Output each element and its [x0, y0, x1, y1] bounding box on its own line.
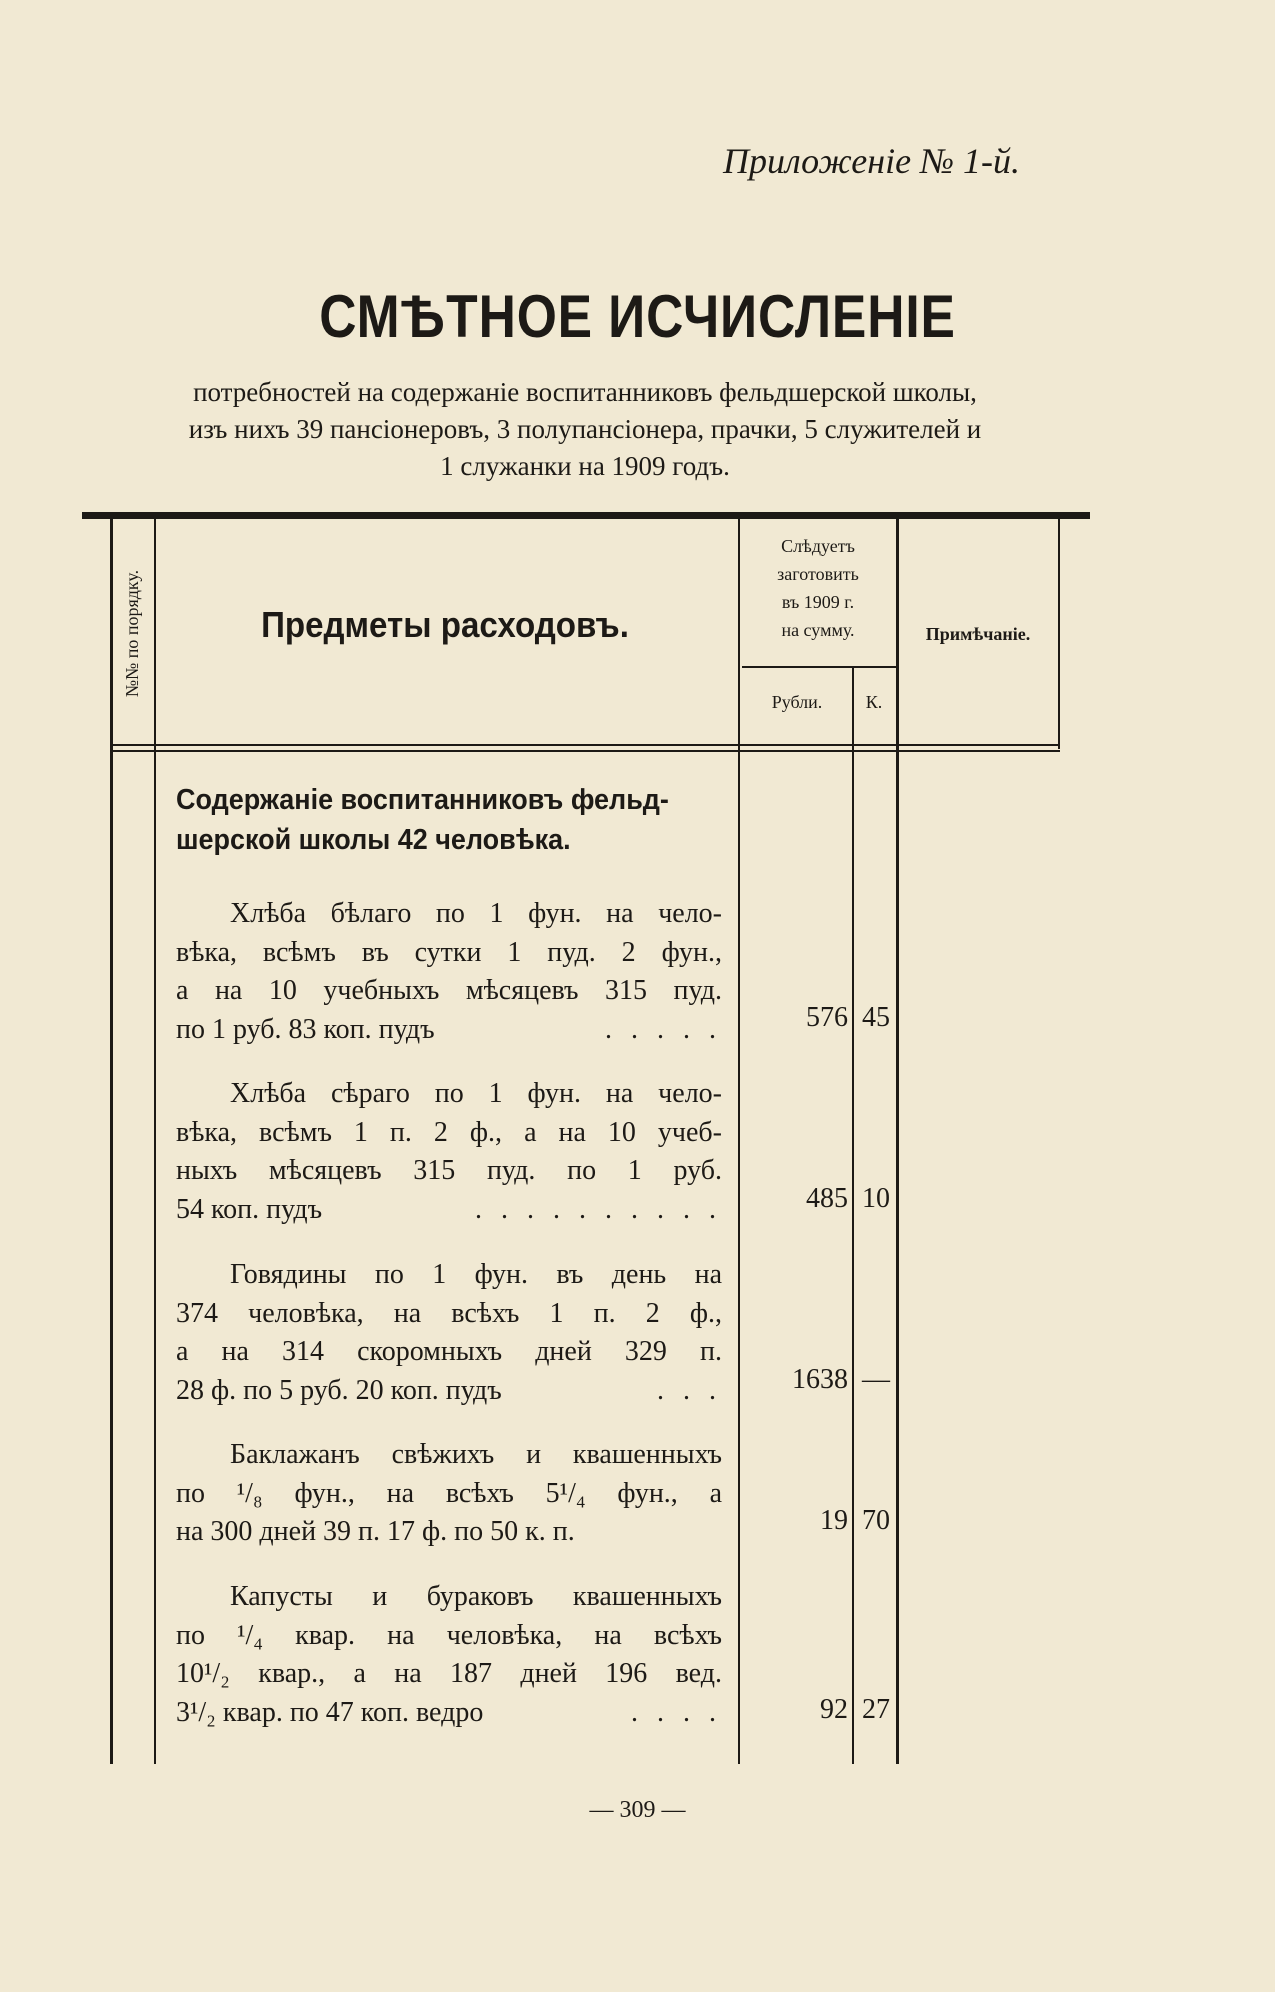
- table-top-rule: [82, 512, 1090, 519]
- entry-line: по ¹/₈ фун., на всѣхъ 5¹/₄ фун., а: [176, 1477, 722, 1509]
- sum-column-divider: [896, 519, 899, 1764]
- column-header-number: №№ по порядку.: [122, 569, 143, 697]
- table-row: [176, 1578, 722, 1732]
- column-header-rubles: Рубли.: [771, 692, 823, 712]
- entry-line: вѣка, всѣмъ въ сутки 1 пуд. 2 фун.,: [176, 936, 722, 968]
- entry-line: 374 человѣка, на всѣхъ 1 п. 2 ф.,: [176, 1297, 722, 1329]
- amount-rubles: 576: [806, 1002, 848, 1033]
- amount-rubles: 92: [820, 1694, 848, 1725]
- header-bottom-rule: [110, 744, 1060, 746]
- items-column-divider: [738, 519, 740, 1764]
- amount-kopecks: 27: [862, 1694, 890, 1725]
- column-header-items: Предметы расходовъ.: [261, 604, 629, 645]
- document-subtitle: [80, 374, 1090, 485]
- amount-rubles: 485: [806, 1183, 848, 1214]
- entry-line: ныхъ мѣсяцевъ 315 пуд. по 1 руб.: [176, 1155, 722, 1186]
- entry-line: 28 ф. по 5 руб. 20 коп. пудъ . . .: [176, 1374, 722, 1406]
- entry-line: по 1 руб. 83 коп. пудъ . . . . .: [176, 1013, 722, 1045]
- entry-line: по ¹/₄ квар. на человѣка, на всѣхъ: [176, 1619, 722, 1651]
- due-header-line: на сумму.: [781, 620, 855, 640]
- number-column-divider: [154, 519, 156, 1764]
- header-bottom-rule: [110, 750, 1060, 752]
- table-row: [176, 1436, 722, 1552]
- amount-kopecks: 70: [862, 1505, 890, 1536]
- sum-header-divider: [742, 666, 896, 668]
- entry-line: Хлѣба сѣраго по 1 фун. на чело-: [230, 1078, 722, 1109]
- subtitle-line: потребностей на содержанiе воспитанниковъ фельдшерской школы,: [193, 377, 977, 407]
- section-title-line: Содержанiе воспитанниковъ фельд-: [176, 784, 669, 816]
- rubles-kopecks-divider: [852, 668, 854, 1764]
- entry-line: Говядины по 1 фун. въ день на: [230, 1259, 722, 1290]
- entry-line: 10¹/₂ квар., а на 187 дней 196 вед.: [176, 1658, 722, 1689]
- column-header-due: [742, 532, 894, 644]
- entry-line: Хлѣба бѣлаго по 1 фун. на чело-: [230, 898, 722, 929]
- table-row: [176, 1256, 722, 1410]
- entry-line: 54 коп. пудъ . . . . . . . . . .: [176, 1193, 722, 1225]
- entry-line: на 300 дней 39 п. 17 ф. по 50 к. п.: [176, 1516, 575, 1547]
- section-title-line: шерской школы 42 человѣка.: [176, 824, 571, 856]
- entry-line: Капусты и бураковъ квашенныхъ: [230, 1581, 722, 1612]
- table-row: [176, 895, 722, 1049]
- entry-line: а на 314 скоромныхъ дней 329 п.: [176, 1336, 722, 1367]
- table-row: [176, 1075, 722, 1229]
- due-header-line: въ 1909 г.: [781, 592, 855, 612]
- entry-line: 3¹/₂ квар. по 47 коп. ведро . . . .: [176, 1696, 722, 1728]
- due-header-line: заготовить: [777, 564, 859, 584]
- amount-rubles: 19: [820, 1505, 848, 1536]
- column-header-notes: Примѣчанiе.: [925, 624, 1031, 644]
- column-header-kopecks: К.: [865, 692, 883, 712]
- amount-rubles: 1638: [792, 1364, 848, 1395]
- section-title: [176, 780, 722, 860]
- amount-kopecks: 45: [862, 1002, 890, 1033]
- entry-line: а на 10 учебныхъ мѣсяцевъ 315 пуд.: [176, 975, 722, 1006]
- due-header-line: Слѣдуетъ: [781, 536, 855, 556]
- entry-line: вѣка, всѣмъ 1 п. 2 ф., а на 10 учеб-: [176, 1116, 722, 1148]
- subtitle-line: 1 служанки на 1909 годъ.: [440, 451, 730, 481]
- table-right-border: [1058, 519, 1060, 749]
- amount-kopecks: 10: [862, 1183, 890, 1214]
- appendix-label: Приложенiе № 1-й.: [723, 141, 1020, 181]
- amount-kopecks: —: [862, 1364, 890, 1395]
- subtitle-line: изъ нихъ 39 пансiонеровъ, 3 полупансiонера, прачки, 5 служителей и: [188, 414, 982, 444]
- page-number: — 309 —: [589, 1797, 686, 1823]
- document-title: СМѢТНОЕ ИСЧИСЛЕНIЕ: [319, 283, 956, 350]
- entry-line: Баклажанъ свѣжихъ и квашенныхъ: [230, 1439, 722, 1470]
